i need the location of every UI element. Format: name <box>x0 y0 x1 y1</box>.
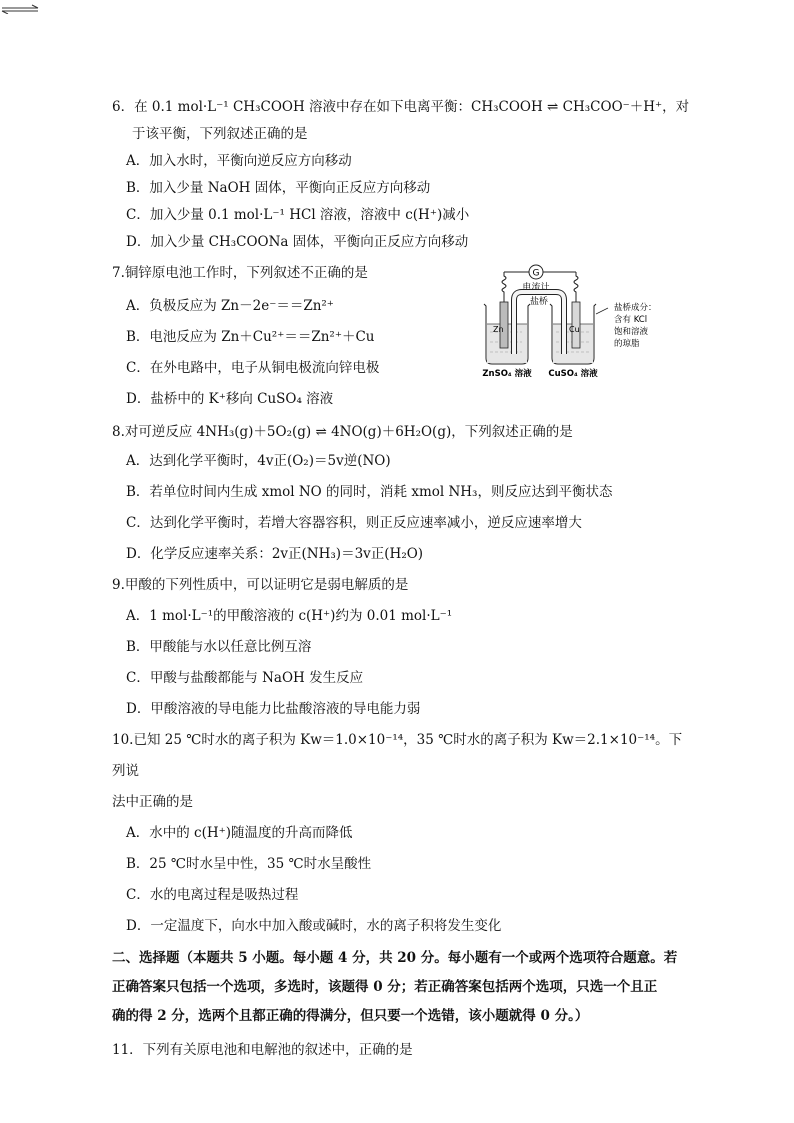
question-10-option-d: D．一定温度下，向水中加入酸或碱时，水的离子积将发生变化 <box>126 918 502 934</box>
corner-arrow-mark <box>0 4 40 14</box>
question-8 <box>112 419 692 570</box>
question-11-stem: 11．下列有关原电池和电解池的叙述中，正确的是 <box>112 1042 413 1058</box>
question-9-option-c: C．甲酸与盐酸都能与 NaOH 发生反应 <box>126 670 364 686</box>
question-9 <box>112 570 692 725</box>
question-6-option-c: C．加入少量 0.1 mol·L⁻¹ HCl 溶液，溶液中 c(H⁺)减小 <box>126 207 470 223</box>
meter-label: 电流计 <box>522 283 550 293</box>
cu-label: Cu <box>569 325 580 334</box>
question-7-option-b: B．电池反应为 Zn＋Cu²⁺＝＝Zn²⁺＋Cu <box>126 329 375 345</box>
question-6-option-b: B．加入少量 NaOH 固体，平衡向正反应方向移动 <box>126 180 431 196</box>
section-2-line-1: 二、选择题（本题共 5 小题。每小题 4 分，共 20 分。每小题有一个或两个选项符合题意。若 <box>112 950 678 966</box>
question-8-option-c: C．达到化学平衡时，若增大容器容积，则正反应速率减小，逆反应速率增大 <box>126 515 582 531</box>
question-7-option-d: D．盐桥中的 K⁺移向 CuSO₄ 溶液 <box>126 391 334 407</box>
question-9-option-d: D．甲酸溶液的导电能力比盐酸溶液的导电能力弱 <box>126 701 421 717</box>
question-6-option-a: A．加入水时，平衡向逆反应方向移动 <box>126 153 352 169</box>
question-10-option-b: B．25 ℃时水呈中性，35 ℃时水呈酸性 <box>126 856 372 872</box>
question-8-option-a: A．达到化学平衡时，4v正(O₂)＝5v逆(NO) <box>126 453 391 469</box>
zn-label: Zn <box>493 325 504 334</box>
salt-bridge-label: 盐桥 <box>529 297 549 307</box>
question-10-stem-cont: 法中正确的是 <box>112 794 193 810</box>
question-10-stem: 10.已知 25 ℃时水的离子积为 Kw＝1.0×10⁻¹⁴，35 ℃时水的离子积为 Kw＝2.1×10⁻¹⁴。下列说 <box>112 732 683 779</box>
question-10-option-c: C．水的电离过程是吸热过程 <box>126 887 299 903</box>
question-7 <box>112 260 692 415</box>
question-6-stem: 6．在 0.1 mol·L⁻¹ CH₃COOH 溶液中存在如下电离平衡：CH₃COOH ⇌ CH₃COO⁻＋H⁺，对 <box>112 99 690 115</box>
question-9-option-b: B．甲酸能与水以任意比例互溶 <box>126 639 312 655</box>
question-6-option-d: D．加入少量 CH₃COONa 固体，平衡向正反应方向移动 <box>126 234 469 250</box>
section-2-line-2: 正确答案只包括一个选项，多选时，该题得 0 分；若正确答案包括两个选项，只选一个且正 <box>112 979 658 995</box>
question-7-stem: 7.铜锌原电池工作时，下列叙述不正确的是 <box>112 265 368 281</box>
salt-bridge-note-4: 的琼脂 <box>614 339 640 349</box>
question-10-option-a: A．水中的 c(H⁺)随温度的升高而降低 <box>126 825 353 841</box>
salt-bridge-note-3: 饱和溶液 <box>614 327 649 337</box>
question-8-option-d: D．化学反应速率关系：2v正(NH₃)＝3v正(H₂O) <box>126 546 424 562</box>
salt-bridge-note-2: 含有 KCl <box>614 315 648 325</box>
question-content <box>112 94 692 1064</box>
galvanometer-label: G <box>532 268 540 279</box>
galvanic-cell-diagram <box>478 262 694 380</box>
question-11 <box>112 1037 692 1064</box>
section-2-instructions <box>112 944 692 1031</box>
question-9-stem: 9.甲酸的下列性质中，可以证明它是弱电解质的是 <box>112 577 409 593</box>
question-10 <box>112 725 692 942</box>
question-7-option-c: C．在外电路中，电子从铜电极流向锌电极 <box>126 360 380 376</box>
question-7-option-a: A．负极反应为 Zn－2e⁻＝＝Zn²⁺ <box>126 298 334 314</box>
question-8-option-b: B．若单位时间内生成 xmol NO 的同时，消耗 xmol NH₃，则反应达到平衡状态 <box>126 484 613 500</box>
section-2-line-3: 确的得 2 分，选两个且都正确的得满分，但只要一个选错，该小题就得 0 分。） <box>112 1008 589 1024</box>
question-8-stem: 8.对可逆反应 4NH₃(g)＋5O₂(g) ⇌ 4NO(g)＋6H₂O(g)，下列叙述正确的是 <box>112 424 573 440</box>
left-solution-label: ZnSO₄ 溶液 <box>482 369 532 379</box>
right-solution-label: CuSO₄ 溶液 <box>548 369 598 379</box>
question-9-option-a: A．1 mol·L⁻¹的甲酸溶液的 c(H⁺)约为 0.01 mol·L⁻¹ <box>126 608 453 624</box>
salt-bridge-note-1: 盐桥成分： <box>614 303 657 313</box>
question-6-stem-cont: 于该平衡，下列叙述正确的是 <box>132 126 308 142</box>
question-6 <box>112 94 692 256</box>
